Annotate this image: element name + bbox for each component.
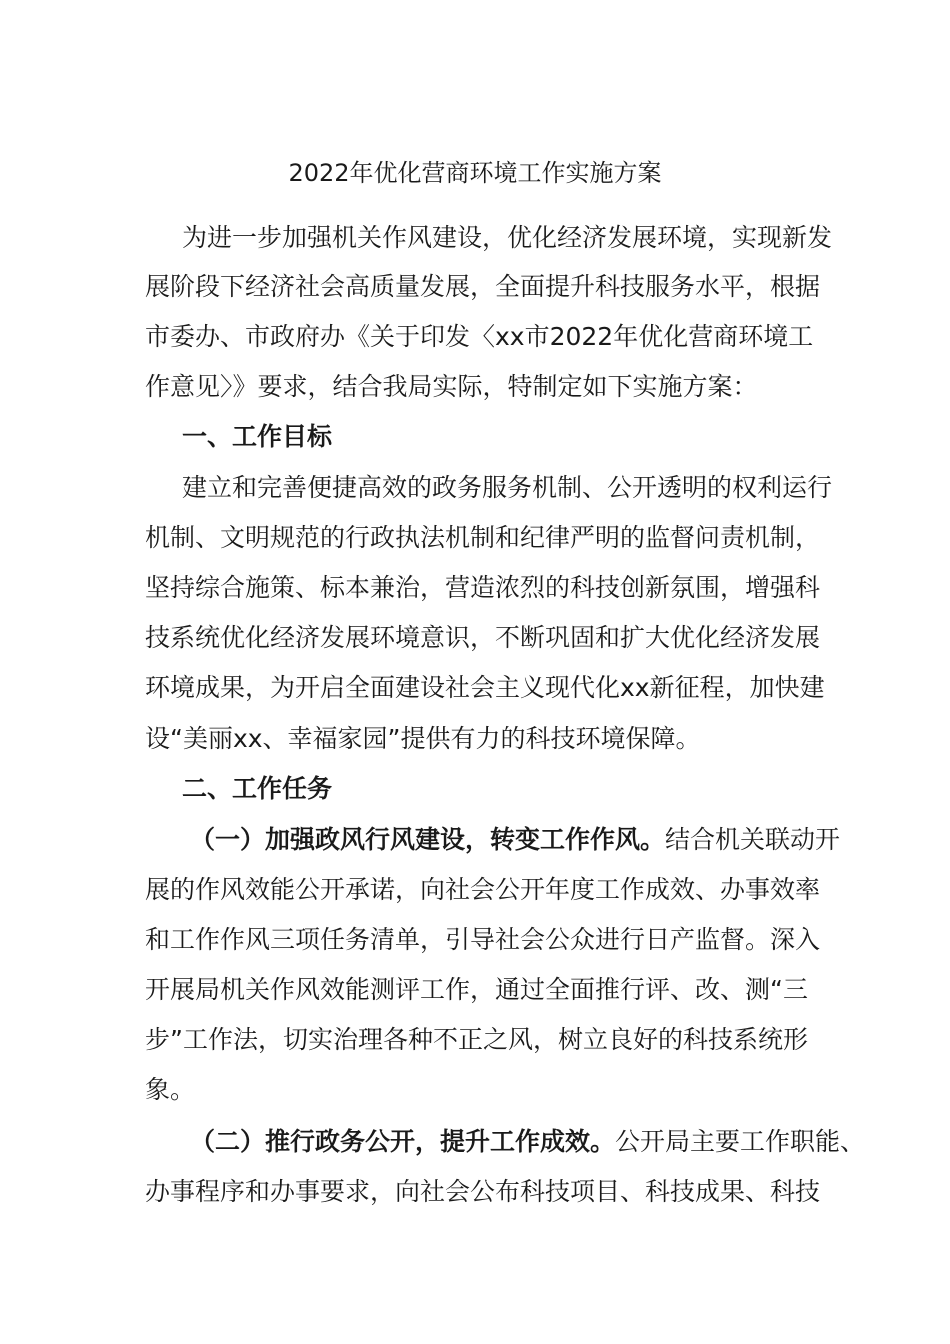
paragraph-line: 办事程序和办事要求，向社会公布科技项目、科技成果、科技 [145,1177,821,1206]
paragraph-line: 开展局机关作风效能测评工作，通过全面推行评、改、测“三 [145,975,808,1004]
paragraph-line: 技系统优化经济发展环境意识，不断巩固和扩大优化经济发展 [145,623,821,652]
task-heading: （二）推行政务公开，提升工作成效。 [190,1127,616,1156]
section-heading: 一、工作目标 [182,422,333,451]
task-first-line [190,1124,865,1160]
intro-line: 展阶段下经济社会高质量发展，全面提升科技服务水平，根据 [145,272,821,301]
task-first-line [190,822,840,858]
paragraph-line: 建立和完善便捷高效的政务服务机制、公开透明的权利运行 [182,473,833,502]
section-heading: 二、工作任务 [182,774,333,803]
paragraph-line: 步”工作法，切实治理各种不正之风，树立良好的科技系统形 [145,1025,808,1054]
paragraph-line: 坚持综合施策、标本兼治，营造浓烈的科技创新氛围，增强科 [145,573,821,602]
task-heading: （一）加强政风行风建设，转变工作作风。 [190,825,666,854]
paragraph-line: 设“美丽xx、幸福家园”提供有力的科技环境保障。 [145,724,701,753]
intro-line: 市委办、市政府办《关于印发〈xx市2022年优化营商环境工 [145,322,814,351]
intro-line: 为进一步加强机关作风建设，优化经济发展环境，实现新发 [182,223,833,252]
intro-line: 作意见〉》要求，结合我局实际，特制定如下实施方案： [145,372,758,401]
paragraph-line: 环境成果，为开启全面建设社会主义现代化xx新征程，加快建 [145,673,825,702]
paragraph-line: 象。 [145,1075,196,1104]
document-title: 2022年优化营商环境工作实施方案 [288,159,662,187]
task-text: 结合机关联动开 [665,825,841,854]
paragraph-line: 和工作作风三项任务清单，引导社会公众进行日产监督。深入 [145,925,821,954]
paragraph-line: 机制、文明规范的行政执法机制和纪律严明的监督问责机制， [145,523,821,552]
paragraph-line: 展的作风效能公开承诺，向社会公开年度工作成效、办事效率 [145,875,821,904]
task-text: 公开局主要工作职能、 [615,1127,866,1156]
